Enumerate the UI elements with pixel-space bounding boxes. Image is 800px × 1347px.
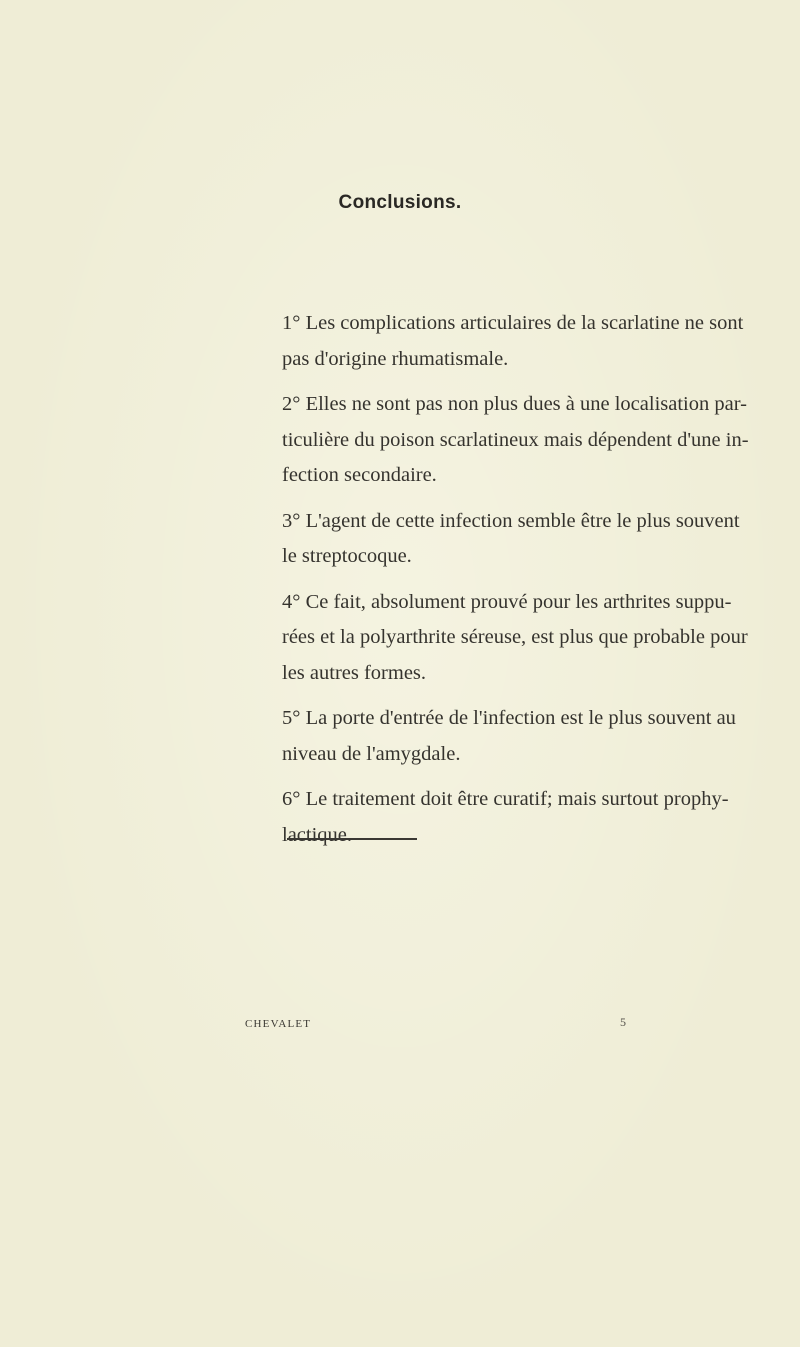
- text-line: 3° L'agent de cette infection semble être le plus souvent: [282, 509, 740, 532]
- conclusion-item-2: [246, 387, 749, 494]
- conclusion-item-5: [246, 701, 736, 772]
- text-line: pas d'origine rhumatismale.: [282, 347, 509, 370]
- section-divider: [287, 838, 417, 840]
- text-line: 4° Ce fait, absolument prouvé pour les arthrites suppu-: [282, 590, 732, 613]
- text-line: lactique.: [282, 823, 353, 846]
- text-line: 1° Les complications articulaires de la scarlatine ne sont: [282, 312, 744, 334]
- text-line: rées et la polyarthrite séreuse, est plus que probable pour: [282, 626, 748, 648]
- page-title: Conclusions.: [338, 192, 462, 213]
- text-line: 5° La porte d'entrée de l'infection est le plus souvent au: [282, 707, 736, 729]
- text-line: niveau de l'amygdale.: [282, 742, 461, 765]
- text-line: fection secondaire.: [282, 464, 437, 486]
- text-line: 2° Elles ne sont pas non plus dues à une localisation par-: [282, 393, 747, 415]
- footer-author: CHEVALET: [245, 1018, 312, 1030]
- conclusions-list: [246, 306, 749, 863]
- conclusion-item-4: [246, 585, 748, 692]
- conclusion-item-6: [246, 782, 729, 853]
- conclusion-item-3: [246, 504, 740, 575]
- footer-signature-mark: 5: [620, 1015, 626, 1029]
- text-line: 6° Le traitement doit être curatif; mais surtout prophy-: [282, 788, 729, 810]
- text-line: les autres formes.: [282, 661, 427, 684]
- conclusion-item-1: [246, 306, 744, 377]
- text-line: le streptocoque.: [282, 545, 412, 567]
- text-line: ticulière du poison scarlatineux mais dépendent d'une in-: [282, 428, 749, 451]
